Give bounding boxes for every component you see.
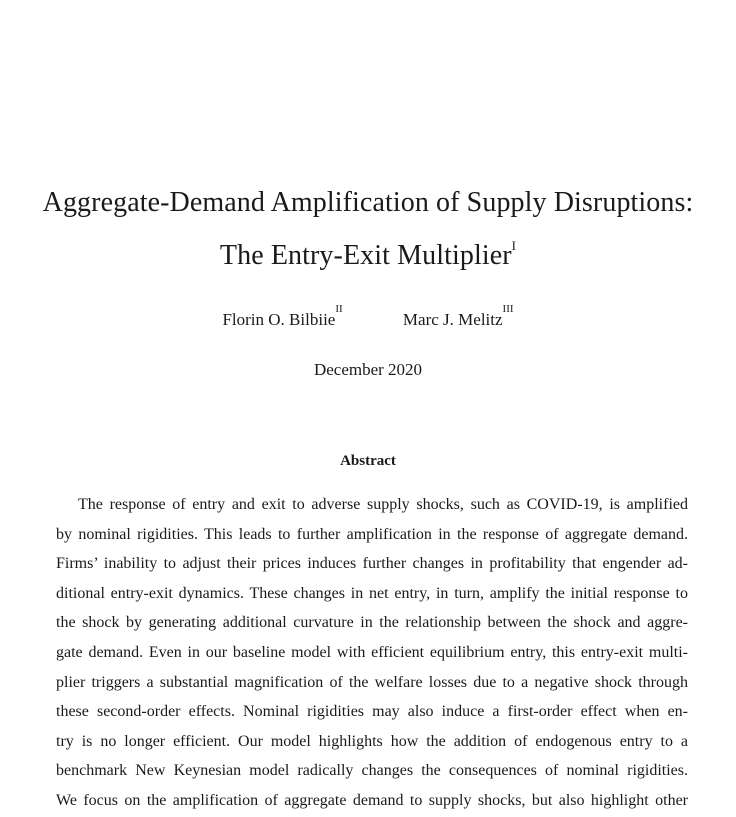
author-2-footnote-marker: III	[502, 303, 514, 316]
paper-date: December 2020	[313, 360, 423, 379]
paper-title-text: The Entry-Exit Multiplier	[219, 240, 512, 271]
abstract-line: plier triggers a substantial magnification of the welfare losses due to a negative shock through	[56, 673, 688, 691]
abstract-line: gate demand. Even in our baseline model with efficient equilibrium entry, this entry-exit multi-	[56, 643, 688, 661]
abstract-line: The response of entry and exit to adverse supply shocks, such as COVID-19, is amplified	[78, 496, 688, 513]
abstract-line: benchmark New Keynesian model radically changes the consequences of nominal rigidities.	[56, 762, 688, 780]
title-footnote-marker: I	[511, 237, 517, 253]
abstract-body	[56, 490, 688, 816]
abstract-line: ditional entry-exit dynamics. These changes in net entry, in turn, amplify the initial response to	[56, 584, 688, 602]
author-list	[0, 303, 736, 330]
abstract-line: by nominal rigidities. This leads to further amplification in the response of aggregate demand.	[56, 525, 688, 543]
author-2	[402, 303, 514, 330]
paper-title-line-2	[0, 237, 736, 272]
abstract-line: We focus on the amplification of aggregate demand to supply shocks, but also highlight other	[56, 791, 688, 809]
author-1-footnote-marker: II	[335, 303, 343, 316]
author-1	[222, 303, 343, 330]
abstract-line: the shock by generating additional curvature in the relationship between the shock and aggre-	[56, 614, 688, 632]
author-2-name: Marc J. Melitz	[402, 310, 503, 329]
abstract-line: Firms’ inability to adjust their prices induces further changes in profitability that engender ad-	[56, 555, 688, 573]
abstract-line: try is no longer efficient. Our model highlights how the addition of endogenous entry to a	[56, 732, 688, 750]
abstract-heading: Abstract	[340, 453, 396, 469]
paper-title-line-1: Aggregate-Demand Amplification of Supply Disruptions:	[42, 187, 694, 218]
author-1-name: Florin O. Bilbiie	[222, 310, 336, 329]
abstract-line: these second-order effects. Nominal rigidities may also induce a first-order effect when en-	[56, 703, 688, 721]
